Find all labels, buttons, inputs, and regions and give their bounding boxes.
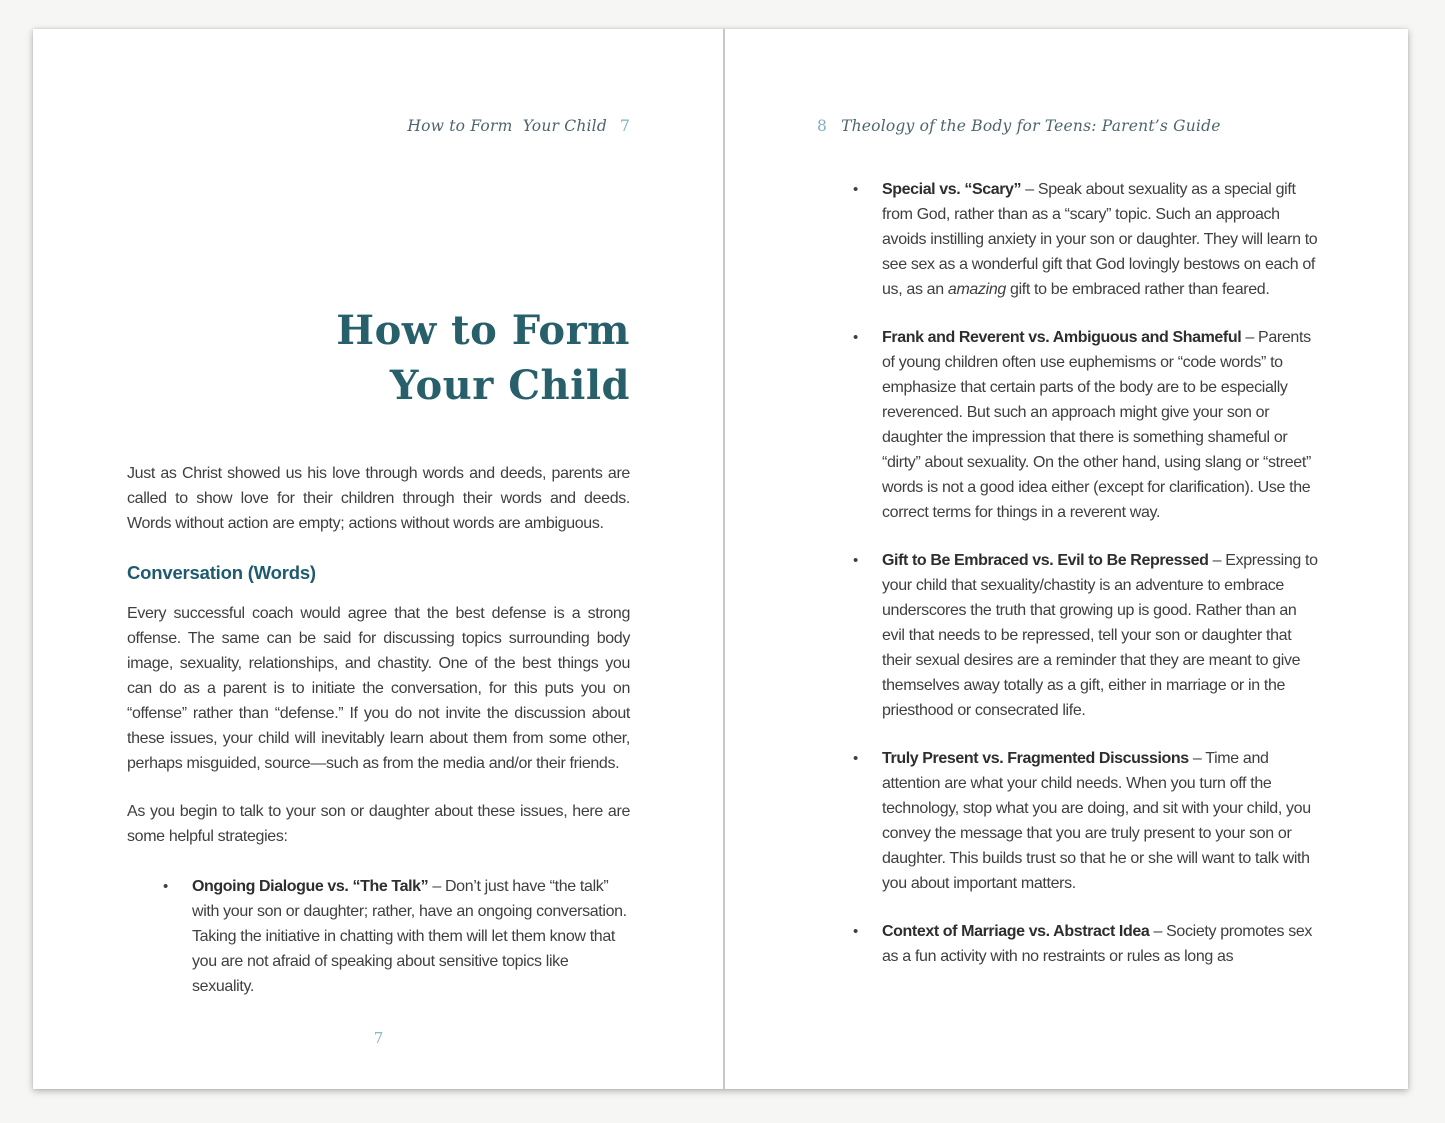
bullet-text-post: gift to be embraced rather than feared. bbox=[1005, 281, 1270, 298]
bullet-gift-to-be-embraced bbox=[882, 548, 1318, 723]
bullet-icon: • bbox=[163, 878, 169, 895]
strategy-list-left bbox=[127, 874, 630, 999]
bullet-icon: • bbox=[853, 181, 859, 198]
bullet-text: – Parents of young children often use euphemisms or “code words” to emphasize that certain parts of the body are to be especially reverenced. But such an approach might give your son or daughter the impression that there is something shameful or “dirty” about sexuality. On the other hand, using slang or “street” words is not a good idea either (except for clarification). Use the correct terms for things in a reverent way. bbox=[882, 329, 1311, 521]
bullet-truly-present bbox=[882, 746, 1318, 896]
running-header-left-page-number: 7 bbox=[619, 117, 630, 135]
bullet-title: Special vs. “Scary” bbox=[882, 181, 1022, 198]
bullet-icon: • bbox=[853, 329, 859, 346]
bullet-text: – Time and attention are what your child needs. When you turn off the technology, stop what you are doing, and sit with your child, you convey the message that you are truly present to your son or daughter. This builds trust so that he or she will want to talk with you about important matters. bbox=[882, 750, 1311, 892]
page-right bbox=[725, 29, 1408, 1089]
strategy-list-right bbox=[817, 177, 1318, 969]
footer-page-number-left: 7 bbox=[373, 1029, 384, 1047]
running-header-left-title: How to Form Your Child bbox=[407, 117, 607, 135]
bullet-title: Context of Marriage vs. Abstract Idea bbox=[882, 923, 1150, 940]
bullet-text: – Don’t just have “the talk” with your son or daughter; rather, have an ongoing conversation. Taking the initiative in chatting with them will let them know that you are not afraid of speaking about sensitive topics like sexuality. bbox=[192, 878, 627, 995]
chapter-title-line1: How to Form bbox=[336, 307, 630, 354]
list-item bbox=[853, 548, 1318, 723]
list-item bbox=[853, 177, 1318, 302]
bullet-text: – Expressing to your child that sexuality/chastity is an adventure to embrace underscores the truth that growing up is good. Rather than an evil that needs to be repressed, tell your son or daughter that their sexual desires are a reminder that they are meant to give themselves away totally as a gift, either in marriage or in the priesthood or consecrated life. bbox=[882, 552, 1318, 719]
bullet-title: Truly Present vs. Fragmented Discussions bbox=[882, 750, 1189, 767]
bullet-icon: • bbox=[853, 750, 859, 767]
bullet-title: Gift to Be Embraced vs. Evil to Be Repressed bbox=[882, 552, 1209, 569]
list-item bbox=[853, 746, 1318, 896]
bullet-text: – Society promotes sex as a fun activity with no restraints or rules as long as bbox=[882, 923, 1313, 965]
intro-paragraph: Just as Christ showed us his love through words and deeds, parents are called to show love for their children through their words and deeds. Words without action are empty; actions without words are ambiguous. bbox=[127, 465, 630, 532]
bullet-special-vs-scary bbox=[882, 177, 1318, 302]
bullet-text-pre: – Speak about sexuality as a special gift from God, rather than as a “scary” topic. Such an approach avoids instilling anxiety in your son or daughter. They will learn to see sex as a wonderful gift that God lovingly bestows on each of us, as an bbox=[882, 181, 1318, 298]
running-header-right-title: Theology of the Body for Teens: Parent’s Guide bbox=[841, 117, 1221, 135]
running-header-right-page-number: 8 bbox=[817, 117, 828, 135]
bullet-icon: • bbox=[853, 923, 859, 940]
bullet-title: Ongoing Dialogue vs. “The Talk” bbox=[192, 878, 429, 895]
bullet-title: Frank and Reverent vs. Ambiguous and Shameful bbox=[882, 329, 1242, 346]
section-heading-conversation-words: Conversation (Words) bbox=[127, 562, 316, 583]
bullet-ongoing-dialogue bbox=[192, 874, 630, 999]
bullet-text-italic: amazing bbox=[947, 281, 1006, 298]
paragraph-offense-defense: Every successful coach would agree that the best defense is a strong offense. The same can be said for discussing topics surrounding body image, sexuality, relationships, and chastity. One of the best things you can do as a parent is to initiate the conversation, for this puts you on “offense” rather than “defense.” If you do not invite the discussion about these issues, your child will inevitably learn about them from some other, perhaps misguided, source—such as from the media and/or their friends. bbox=[127, 605, 630, 772]
paragraph-strategies-lead-in: As you begin to talk to your son or daughter about these issues, here are some helpful strategies: bbox=[127, 803, 630, 845]
running-header-right bbox=[817, 117, 1318, 137]
bullet-icon: • bbox=[853, 552, 859, 569]
bullet-context-of-marriage bbox=[882, 919, 1318, 969]
bullet-frank-and-reverent bbox=[882, 325, 1318, 525]
list-item bbox=[853, 919, 1318, 969]
chapter-title bbox=[127, 303, 630, 413]
chapter-title-line2: Your Child bbox=[389, 362, 630, 409]
list-item bbox=[853, 325, 1318, 525]
book-spread bbox=[33, 29, 1408, 1089]
list-item bbox=[163, 874, 630, 999]
running-header-left bbox=[127, 117, 630, 137]
page-left bbox=[33, 29, 723, 1089]
